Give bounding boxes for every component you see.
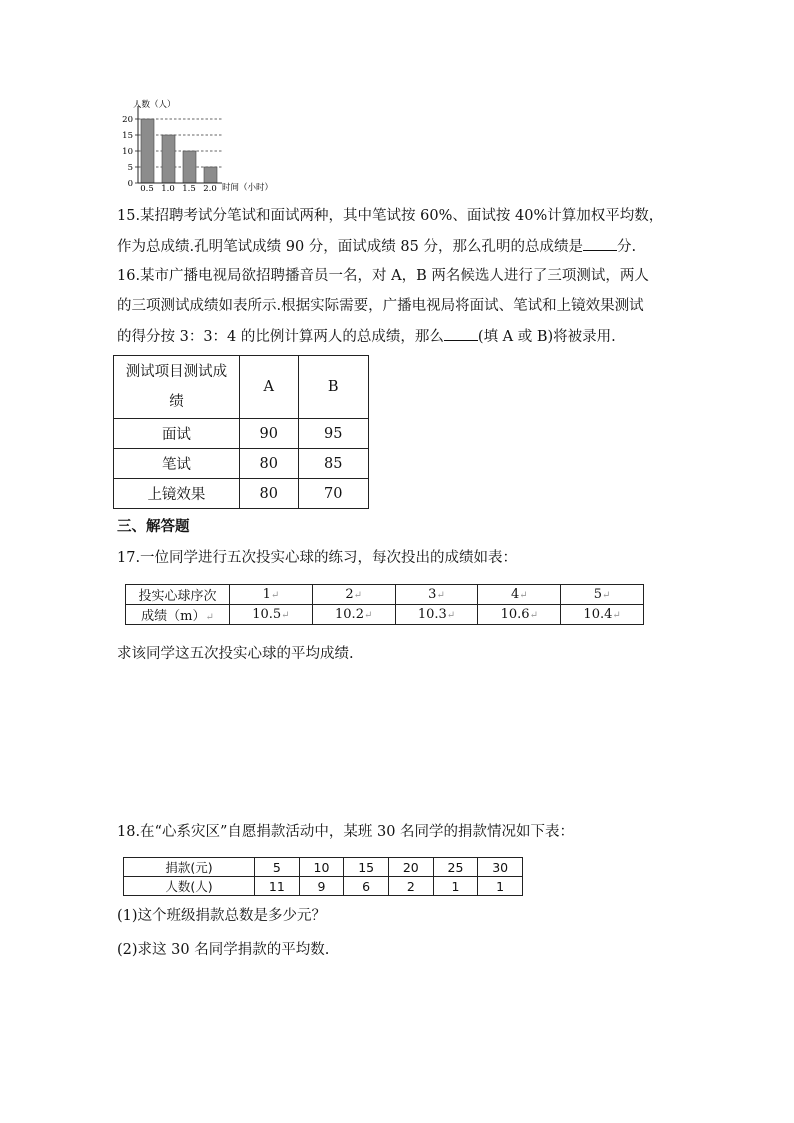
bar-1.0 <box>162 135 175 183</box>
table-row <box>114 479 369 509</box>
table-cell: 1↵ <box>230 585 313 605</box>
header-line1: 测试项目测试成 <box>125 364 228 380</box>
table-cell: 10.2↵ <box>312 605 395 625</box>
q16-score-table <box>113 355 369 509</box>
q18-table <box>123 857 523 896</box>
bar-0.5 <box>141 119 154 183</box>
table-cell: 11 <box>255 877 300 896</box>
q16-line1: 16.某市广播电视局欲招聘播音员一名，对 A，B 两名候选人进行了三项测试，两人 <box>117 268 649 284</box>
return-mark-icon: ↵ <box>205 612 214 623</box>
y-tick-label: 15 <box>122 131 133 141</box>
section-title: 三、解答题 <box>117 519 190 535</box>
table-cell: 25 <box>433 858 478 877</box>
bar-2.0 <box>204 167 217 183</box>
table-header-cell <box>114 356 240 419</box>
table-cell: 10 <box>299 858 344 877</box>
return-mark-icon: ↵ <box>363 610 373 621</box>
table-header-cell: B <box>298 356 369 419</box>
x-tick-label: 2.0 <box>203 184 217 194</box>
return-mark-icon: ↵ <box>446 610 456 621</box>
y-tick-label: 10 <box>122 147 133 157</box>
x-tick-label: 1.0 <box>161 184 175 194</box>
q16-line3-text: 的得分按 3：3：4 的比例计算两人的总成绩，那么 <box>117 329 444 345</box>
table-cell: 10.3↵ <box>395 605 478 625</box>
table-cell: 20 <box>388 858 433 877</box>
table-row <box>126 605 644 625</box>
q16-line3-end: (填 A 或 B)将被录用. <box>477 329 616 345</box>
table-cell: 95 <box>298 419 369 449</box>
table-cell: 30 <box>478 858 523 877</box>
table-header-cell: A <box>239 356 298 419</box>
table-cell: 70 <box>298 479 369 509</box>
table-cell: 10.4↵ <box>561 605 644 625</box>
table-cell: 4↵ <box>478 585 561 605</box>
table-cell: 85 <box>298 449 369 479</box>
bar-1.5 <box>183 151 196 183</box>
y-axis-label: 人数（人） <box>133 100 176 110</box>
table-cell: 2 <box>388 877 433 896</box>
table-cell: 5↵ <box>561 585 644 605</box>
table-cell: 1 <box>433 877 478 896</box>
table-header-cell: 捐款(元) <box>124 858 255 877</box>
table-header-cell: 人数(人) <box>124 877 255 896</box>
table-cell: 1 <box>478 877 523 896</box>
return-mark-icon: ↵ <box>602 590 611 601</box>
table-row <box>114 356 369 419</box>
table-cell: 3↵ <box>395 585 478 605</box>
return-mark-icon: ↵ <box>436 590 445 601</box>
q15-line2-text: 作为总成绩.孔明笔试成绩 90 分，面试成绩 85 分，那么孔明的总成绩是 <box>117 239 583 255</box>
table-row <box>114 449 369 479</box>
x-tick-label: 0.5 <box>140 184 154 194</box>
x-axis-label: 时间（小时） <box>222 183 274 193</box>
return-mark-icon: ↵ <box>612 610 621 621</box>
q16-line3 <box>117 326 616 347</box>
return-mark-icon: ↵ <box>529 610 538 621</box>
table-cell: 2↵ <box>312 585 395 605</box>
q18-sub2: (2)求这 30 名同学捐款的平均数. <box>117 942 330 958</box>
q15-line1: 15.某招聘考试分笔试和面试两种，其中笔试按 60%、面试按 40%计算加权平均数， <box>117 208 664 224</box>
return-mark-icon: ↵ <box>270 590 280 601</box>
y-tick-label: 20 <box>122 115 133 125</box>
x-tick-label: 1.5 <box>182 184 196 194</box>
q18-intro: 18.在“心系灾区”自愿捐款活动中，某班 30 名同学的捐款情况如下表： <box>117 824 575 840</box>
q15-line2-end: 分. <box>616 239 637 255</box>
return-mark-icon: ↵ <box>353 590 363 601</box>
y-tick-label: 0 <box>127 179 133 189</box>
q17-ask: 求该同学这五次投实心球的平均成绩. <box>117 646 354 662</box>
q16-answer-blank[interactable] <box>444 326 478 341</box>
q15-line2 <box>117 236 636 257</box>
return-mark-icon: ↵ <box>281 610 290 621</box>
q15-answer-blank[interactable] <box>583 236 617 251</box>
table-row <box>124 877 523 896</box>
table-cell: 面试 <box>114 419 240 449</box>
table-cell: 80 <box>239 449 298 479</box>
q18-sub1: (1)这个班级捐款总数是多少元？ <box>117 908 327 924</box>
header-line2: 绩 <box>169 394 184 410</box>
q16-line2: 的三项测试成绩如表所示.根据实际需要，广播电视局将面试、笔试和上镜效果测试 <box>117 298 644 314</box>
table-cell: 笔试 <box>114 449 240 479</box>
table-cell: 5 <box>255 858 300 877</box>
table-cell: 10.5↵ <box>230 605 313 625</box>
table-cell: 90 <box>239 419 298 449</box>
return-mark-icon: ↵ <box>519 590 528 601</box>
table-cell: 80 <box>239 479 298 509</box>
q17-intro: 17.一位同学进行五次投实心球的练习，每次投出的成绩如表： <box>117 550 518 566</box>
table-cell: 6 <box>344 877 389 896</box>
y-tick-label: 5 <box>127 163 133 173</box>
q17-table <box>125 584 644 625</box>
table-cell: 9 <box>299 877 344 896</box>
table-cell: 上镜效果 <box>114 479 240 509</box>
table-row <box>126 585 644 605</box>
table-cell: 10.6↵ <box>478 605 561 625</box>
table-row <box>114 419 369 449</box>
table-header-cell: 投实心球序次 <box>126 585 230 605</box>
bar-chart <box>118 98 278 194</box>
table-header-cell: 成绩（m）↵ <box>126 605 230 625</box>
table-cell: 15 <box>344 858 389 877</box>
table-row <box>124 858 523 877</box>
